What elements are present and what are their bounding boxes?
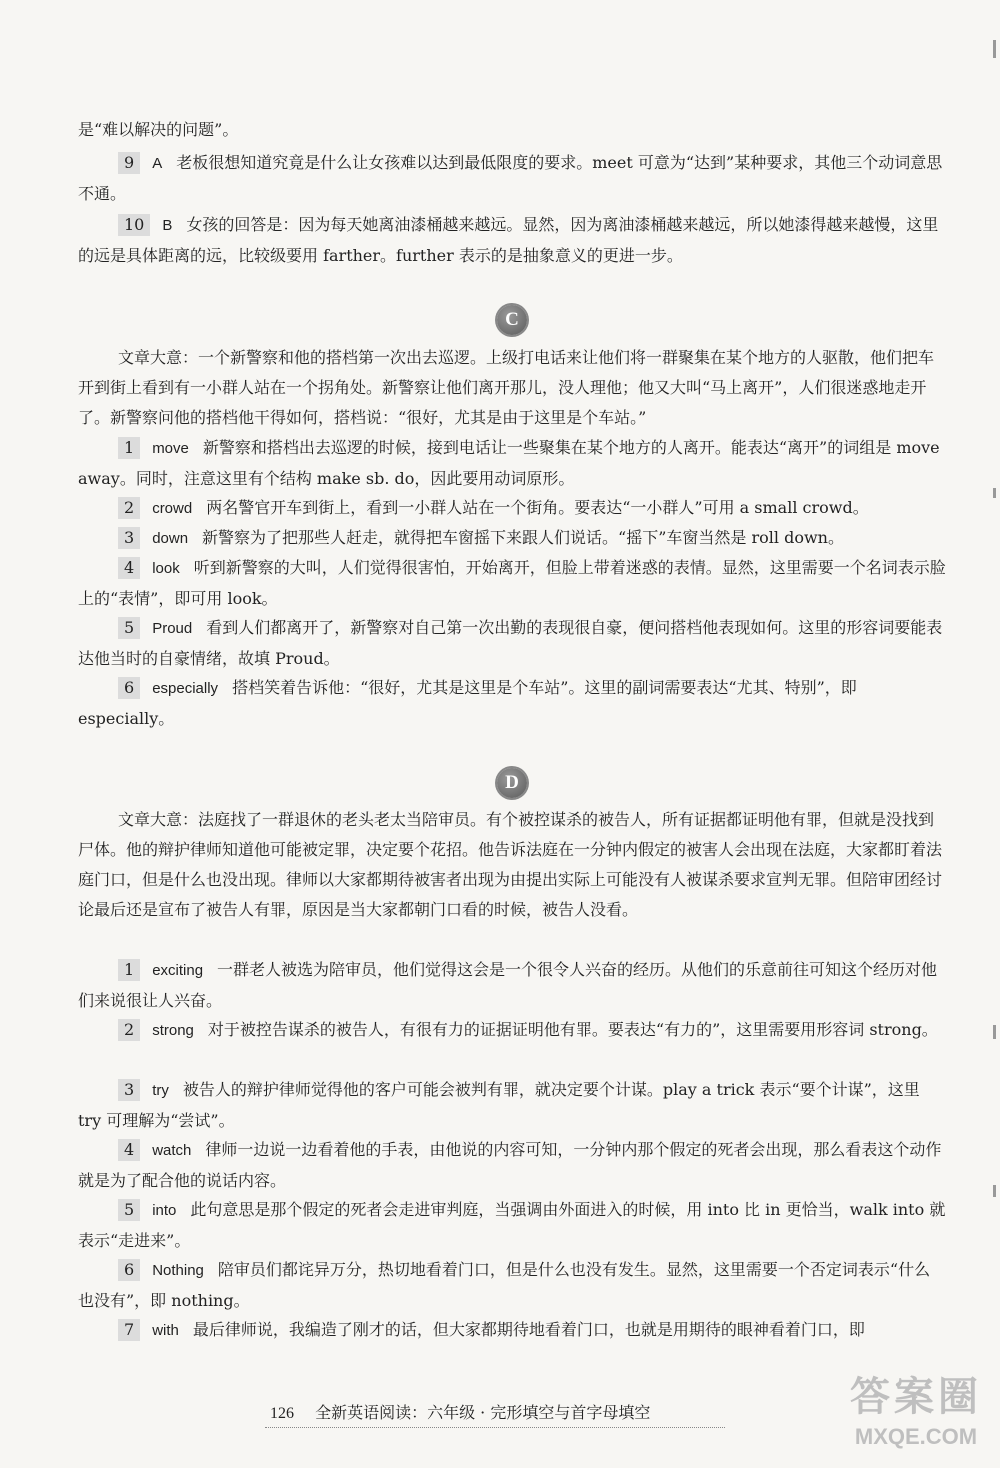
scan-edge-mark xyxy=(993,40,996,58)
item-explanation: 搭档笑着告诉他：“很好，尤其是这里是个车站”。这里的副词需要表达“尤其、特别”，即 especially。 xyxy=(78,678,857,728)
scan-edge-mark xyxy=(993,1185,996,1197)
section-c-item-6 xyxy=(78,673,946,734)
item-explanation: 新警察和搭档出去巡逻的时候，接到电话让一些聚集在某个地方的人离开。能表达“离开”的词组是 move away。同时，注意这里有个结构 make sb. do，因此要用动词原形。 xyxy=(78,438,940,488)
item-answer: move xyxy=(152,440,189,457)
scan-edge-mark xyxy=(993,488,996,498)
item-number: 6 xyxy=(118,677,140,699)
item-answer: look xyxy=(152,560,180,577)
item-number: 10 xyxy=(118,214,150,236)
item-explanation: 一群老人被选为陪审员，他们觉得这会是一个很令人兴奋的经历。从他们的乐意前往可知这个经历对他们来说很让人兴奋。 xyxy=(78,960,938,1010)
watermark-url: MXQE.COM xyxy=(854,1424,978,1449)
section-d-item-6 xyxy=(78,1255,946,1316)
item-explanation: 最后律师说，我编造了刚才的话，但大家都期待地看着门口，也就是用期待的眼神看着门口，即 xyxy=(192,1320,865,1339)
item-number: 9 xyxy=(118,152,140,174)
section-c-badge: C xyxy=(497,305,527,335)
section-d-item-3 xyxy=(78,1075,946,1136)
item-explanation: 两名警官开车到街上，看到一小群人站在一个街角。要表达“一小群人”可用 a small crowd。 xyxy=(206,498,869,517)
book-title: 全新英语阅读：六年级 · 完形填空与首字母填空 xyxy=(315,1403,651,1422)
page-number: 126 xyxy=(270,1405,294,1422)
item-answer: with xyxy=(152,1322,179,1339)
item-explanation: 听到新警察的大叫，人们觉得很害怕，开始离开，但脸上带着迷惑的表情。显然，这里需要一个名词表示脸上的“表情”，即可用 look。 xyxy=(78,558,946,608)
watermark-logo-text: 答案圈 xyxy=(850,1375,982,1419)
answer-item-9 xyxy=(78,148,946,209)
item-number: 2 xyxy=(118,497,140,519)
section-c-item-3 xyxy=(78,523,946,554)
item-answer: B xyxy=(162,217,173,234)
item-number: 6 xyxy=(118,1259,140,1281)
item-answer: try xyxy=(152,1082,169,1099)
footer-divider xyxy=(265,1427,725,1428)
item-number: 4 xyxy=(118,1139,140,1161)
item-explanation: 此句意思是那个假定的死者会走进审判庭，当强调由外面进入的时候，用 into 比 in 更恰当，walk into 就表示“走进来”。 xyxy=(78,1200,946,1250)
item-answer: watch xyxy=(152,1142,192,1159)
section-d-item-5 xyxy=(78,1195,946,1256)
item-number: 5 xyxy=(118,1199,140,1221)
section-c-item-5 xyxy=(78,613,946,674)
item-number: 5 xyxy=(118,617,140,639)
scan-edge-mark xyxy=(993,1025,996,1039)
item-number: 3 xyxy=(118,1079,140,1101)
item-answer: into xyxy=(152,1202,177,1219)
item-number: 2 xyxy=(118,1019,140,1041)
item-number: 1 xyxy=(118,959,140,981)
section-d-item-4 xyxy=(78,1135,946,1196)
page-footer xyxy=(270,1400,650,1423)
item-explanation: 女孩的回答是：因为每天她离油漆桶越来越远。显然，因为离油漆桶越来越远，所以她漆得越来越慢，这里的远是具体距离的远，比较级要用 farther。further 表示的是抽象意义的更进一步。 xyxy=(78,215,939,265)
item-answer: strong xyxy=(152,1022,194,1039)
item-answer: exciting xyxy=(152,962,204,979)
section-c-summary: 文章大意：一个新警察和他的搭档第一次出去巡逻。上级打电话来让他们将一群聚集在某个地方的人驱散，他们把车开到街上看到有一小群人站在一个拐角处。新警察让他们离开那儿，没人理他；他又大叫“马上离开”，人们很迷惑地走开了。新警察问他的搭档他干得如何，搭档说：“很好，尤其是由于这里是个车站。” xyxy=(78,348,935,427)
section-c-item-4 xyxy=(78,553,946,614)
section-d-item-2 xyxy=(78,1015,946,1046)
item-number: 7 xyxy=(118,1319,140,1341)
item-answer: A xyxy=(152,155,163,172)
item-answer: down xyxy=(152,530,189,547)
section-d-item-7 xyxy=(78,1315,946,1346)
section-d-item-1 xyxy=(78,955,946,1016)
section-d-badge: D xyxy=(497,768,527,798)
section-c-item-2 xyxy=(78,493,946,524)
answer-item-10 xyxy=(78,210,946,271)
item-explanation: 被告人的辩护律师觉得他的客户可能会被判有罪，就决定要个计谋。play a trick 表示“要个计谋”，这里 try 可理解为“尝试”。 xyxy=(78,1080,920,1130)
item-answer: Proud xyxy=(152,620,193,637)
item-explanation: 对于被控告谋杀的被告人，有很有力的证据证明他有罪。要表达“有力的”，这里需要用形容词 strong。 xyxy=(207,1020,938,1039)
item-number: 4 xyxy=(118,557,140,579)
item-explanation: 老板很想知道究竟是什么让女孩难以达到最低限度的要求。meet 可意为“达到”某种要求，其他三个动词意思不通。 xyxy=(78,153,943,203)
item-explanation: 陪审员们都诧异万分，热切地看着门口，但是什么也没有发生。显然，这里需要一个否定词表示“什么也没有”，即 nothing。 xyxy=(78,1260,931,1310)
item-explanation: 律师一边说一边看着他的手表，由他说的内容可知，一分钟内那个假定的死者会出现，那么看表这个动作就是为了配合他的说话内容。 xyxy=(78,1140,942,1190)
item-number: 3 xyxy=(118,527,140,549)
section-d-summary: 文章大意：法庭找了一群退休的老头老太当陪审员。有个被控谋杀的被告人，所有证据都证明他有罪，但就是没找到尸体。他的辩护律师知道他可能被定罪，决定要个花招。他告诉法庭在一分钟内假定的被害人会出现在法庭，大家都盯着法庭门口，但是什么也没出现。律师以大家都期待被害者出现为由提出实际上可能没有人被谋杀要求宣判无罪。但陪审团经讨论最后还是宣布了被告人有罪，原因是当大家都朝门口看的时候，被告人没看。 xyxy=(78,810,943,919)
item-answer: Nothing xyxy=(152,1262,204,1279)
item-explanation: 看到人们都离开了，新警察对自己第一次出勤的表现很自豪，便问搭档他表现如何。这里的形容词要能表达他当时的自豪情绪，故填 Proud。 xyxy=(78,618,943,668)
item-explanation: 新警察为了把那些人赶走，就得把车窗摇下来跟人们说话。“摇下”车窗当然是 roll down。 xyxy=(202,528,844,547)
continuation-line: 是“难以解决的问题”。 xyxy=(78,120,239,139)
item-answer: crowd xyxy=(152,500,193,517)
section-c-item-1 xyxy=(78,433,946,494)
site-watermark xyxy=(846,1372,986,1464)
item-number: 1 xyxy=(118,437,140,459)
item-answer: especially xyxy=(152,680,219,697)
